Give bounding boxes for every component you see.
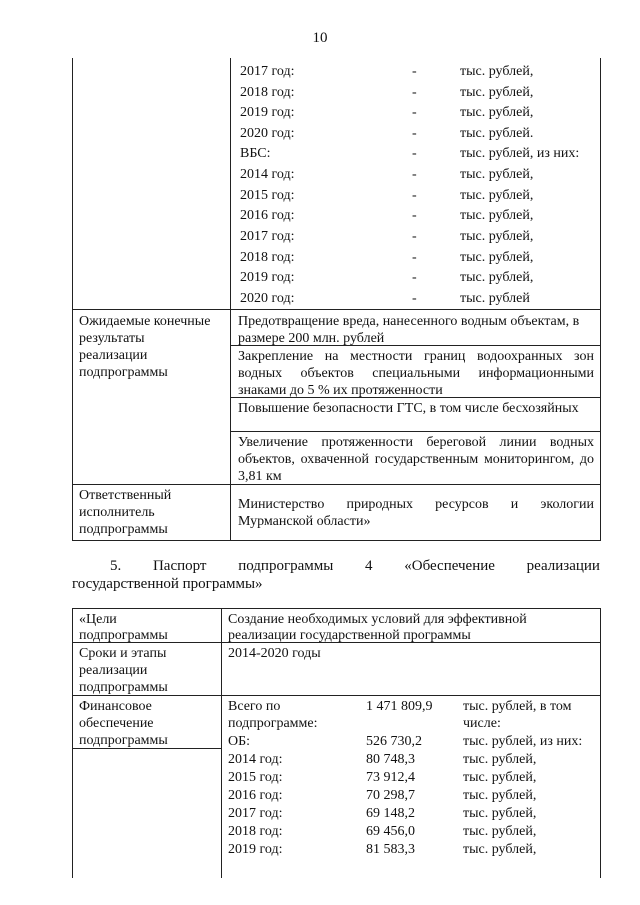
funding-row-unit: тыс. рублей, [460,85,534,100]
finance-row-unit: тыс. рублей, [463,842,537,857]
funding-row-dash: - [412,229,417,244]
expected-result-item: Увеличение протяженности береговой линии водных объектов, охваченной государственным мониторингом, до 3,81 км [238,435,594,484]
finance-row-label: 2014 год: [228,752,283,767]
funding-row-label: 2020 год: [240,126,295,141]
label-line: подпрограммы [79,365,168,380]
finance-row-unit: тыс. рублей, [463,770,537,785]
goals-value-line: реализации государственной программы [228,628,471,643]
funding-row-dash: - [412,85,417,100]
funding-row-label: 2014 год: [240,167,295,182]
finance-label-line: подпрограммы [79,733,168,748]
funding-row-dash: - [412,270,417,285]
timing-label-line: Сроки и этапы [79,646,167,661]
finance-row-amount: 81 583,3 [366,842,415,857]
heading-line2: государственной программы» [72,576,263,592]
funding-row-label: 2018 год: [240,85,295,100]
funding-row-label: 2015 год: [240,188,295,203]
funding-row-label: 2018 год: [240,250,295,265]
finance-row-amount: 69 148,2 [366,806,415,821]
heading-word: 4 [365,558,373,574]
finance-row-label: 2017 год: [228,806,283,821]
heading-word: реализации [526,558,600,574]
funding-row-unit: тыс. рублей, [460,270,534,285]
timing-label-line: реализации [79,663,148,678]
finance-row-label: 2016 год: [228,788,283,803]
funding-row-dash: - [412,167,417,182]
finance-row-unit: тыс. рублей, [463,824,537,839]
finance-row-amount: 73 912,4 [366,770,415,785]
finance-row-amount: 80 748,3 [366,752,415,767]
goals-label-line: подпрограммы [79,628,168,643]
goals-label-line: «Цели [79,612,117,627]
funding-row-dash: - [412,250,417,265]
funding-row-unit: тыс. рублей, [460,64,534,79]
section-number: 5. [110,558,122,574]
funding-row-label: 2019 год: [240,270,295,285]
funding-row-dash: - [412,291,417,306]
label-line: результаты [79,331,145,346]
funding-row-unit: тыс. рублей, [460,188,534,203]
finance-row-unit: тыс. рублей, в том [463,699,572,714]
label-line: подпрограммы [79,522,168,537]
label-line: исполнитель [79,505,155,520]
finance-label-line: обеспечение [79,716,154,731]
finance-row-amount: 69 456,0 [366,824,415,839]
funding-row-dash: - [412,208,417,223]
funding-row-label: 2019 год: [240,105,295,120]
finance-label-line: Финансовое [79,699,152,714]
goals-value-line: Создание необходимых условий для эффективной [228,612,527,627]
heading-word: подпрограммы [238,558,334,574]
funding-row-unit: тыс. рублей, [460,167,534,182]
funding-row-dash: - [412,64,417,79]
funding-row-unit: тыс. рублей [460,291,530,306]
finance-row-label: 2019 год: [228,842,283,857]
finance-row-unit: тыс. рублей, [463,752,537,767]
funding-row-unit: тыс. рублей, [460,208,534,223]
label-line: реализации [79,348,148,363]
finance-row-label: 2018 год: [228,824,283,839]
expected-result-item: Предотвращение вреда, нанесенного водным объектам, в размере 200 млн. рублей [238,314,580,346]
executor-value: Министерство природных ресурсов и экологии Мурманской области» [238,497,594,529]
expected-result-item: Закрепление на местности границ водоохранных зон водных объектов специальными информационными знаками до 5 % их протяженности [238,349,594,398]
finance-row-amount: 70 298,7 [366,788,415,803]
funding-row-dash: - [412,188,417,203]
label-line: Ответственный [79,488,172,503]
finance-row-unit: тыс. рублей, [463,788,537,803]
finance-row-label: 2015 год: [228,770,283,785]
timing-value: 2014-2020 годы [228,646,321,661]
funding-row-label: 2017 год: [240,229,295,244]
funding-row-label: 2017 год: [240,64,295,79]
funding-row-dash: - [412,105,417,120]
finance-row-amount: 526 730,2 [366,734,422,749]
funding-row-unit: тыс. рублей. [460,126,534,141]
funding-row-label: ВБС: [240,146,271,161]
funding-row-label: 2016 год: [240,208,295,223]
funding-row-unit: тыс. рублей, [460,229,534,244]
funding-row-label: 2020 год: [240,291,295,306]
finance-row-label: Всего по [228,699,281,714]
heading-word: «Обеспечение [404,558,495,574]
finance-row-label: ОБ: [228,734,251,749]
finance-row-label: подпрограмме: [228,716,318,731]
funding-row-dash: - [412,126,417,141]
funding-row-unit: тыс. рублей, из них: [460,146,580,161]
funding-row-unit: тыс. рублей, [460,250,534,265]
label-line: Ожидаемые конечные [79,314,211,329]
finance-row-amount: 1 471 809,9 [366,699,433,714]
funding-row-dash: - [412,146,417,161]
finance-row-unit: тыс. рублей, из них: [463,734,583,749]
finance-row-unit: тыс. рублей, [463,806,537,821]
funding-row-unit: тыс. рублей, [460,105,534,120]
expected-result-item: Повышение безопасности ГТС, в том числе бесхозяйных [238,401,579,416]
page-number: 10 [312,30,328,46]
heading-word: Паспорт [152,558,207,574]
finance-row-unit: числе: [463,716,501,731]
timing-label-line: подпрограммы [79,680,168,695]
